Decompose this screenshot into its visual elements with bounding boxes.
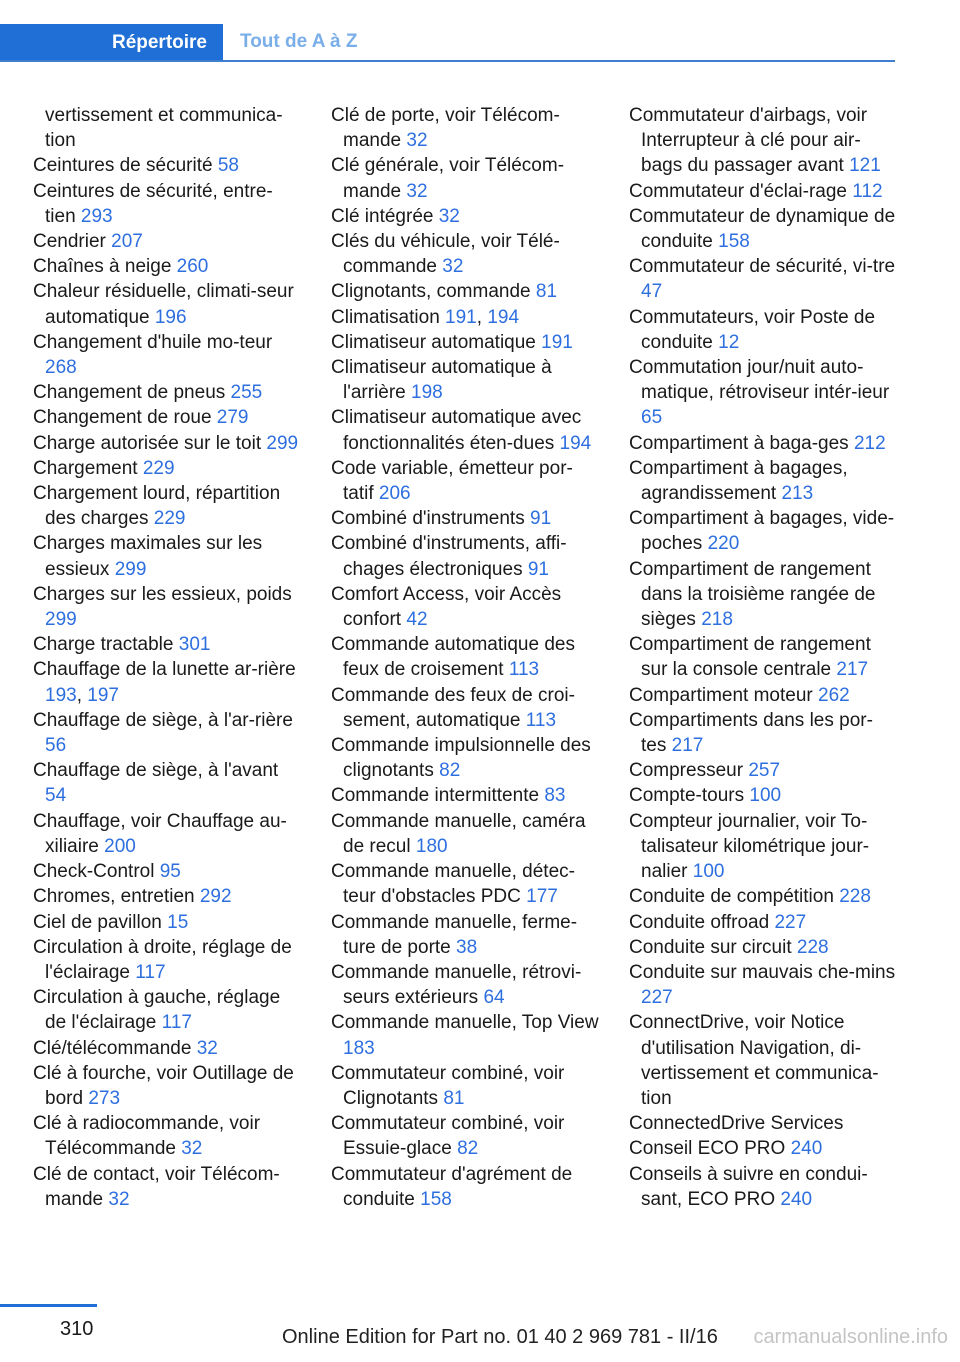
index-entry-text: Conduite sur mauvais che-mins xyxy=(629,961,896,983)
index-entry xyxy=(331,683,599,733)
index-entry-text: Chargement xyxy=(33,457,138,479)
page-link[interactable]: 32 xyxy=(196,1037,218,1059)
tab-repertoire[interactable]: Répertoire xyxy=(0,24,223,62)
page-link[interactable]: 279 xyxy=(216,407,249,429)
page-link[interactable]: 197 xyxy=(87,684,119,706)
page-link[interactable]: 212 xyxy=(853,432,886,454)
page-link[interactable]: 240 xyxy=(790,1138,823,1160)
page-link[interactable]: 113 xyxy=(508,659,540,681)
index-entry-text: Chauffage de la lunette ar-rière xyxy=(33,659,296,681)
index-entry-text: Chaleur résiduelle, climati-seur automatique xyxy=(33,281,294,328)
index-entry xyxy=(629,557,897,633)
page-link[interactable]: 54 xyxy=(45,785,67,807)
index-entry-text: Commande manuelle, caméra de recul xyxy=(331,810,586,857)
index-entry xyxy=(629,1111,897,1136)
index-entry-text: Chauffage de siège, à l'avant xyxy=(33,760,279,782)
index-entry xyxy=(33,935,301,985)
page-link[interactable]: 177 xyxy=(526,886,558,908)
index-entry-text: Commutateur d'airbags, voir Interrupteur à clé pour air-bags du passager avant xyxy=(629,105,868,177)
index-entry xyxy=(33,1036,301,1061)
index-entry-text: Compartiment à bagages, vide-poches xyxy=(629,508,895,555)
index-entry xyxy=(33,380,301,405)
index-entry xyxy=(331,1061,599,1111)
page-link[interactable]: 81 xyxy=(535,281,558,303)
index-entry-text: Circulation à gauche, réglage de l'éclairage xyxy=(33,987,281,1034)
index-entry xyxy=(629,1162,897,1212)
page-link[interactable]: 194 xyxy=(487,306,520,328)
index-entry xyxy=(33,884,301,909)
index-entry xyxy=(331,279,599,304)
page-link[interactable]: 194 xyxy=(559,432,592,454)
index-entry xyxy=(33,279,301,329)
index-entry xyxy=(629,884,897,909)
index-entry: Climatisation 191, 194 xyxy=(331,306,520,328)
page-link[interactable]: 32 xyxy=(406,130,428,152)
index-entry xyxy=(33,1162,301,1212)
page-link[interactable]: 81 xyxy=(443,1087,465,1109)
index-entry-text: Clé de porte, voir Télécom-mande xyxy=(331,105,560,152)
index-entry xyxy=(331,960,599,1010)
index-entry-text: Chauffage de siège, à l'ar-rière xyxy=(33,709,293,731)
index-entry xyxy=(629,960,897,1010)
index-entry-text: Chauffage, voir Chauffage au-xiliaire xyxy=(33,810,287,857)
index-entry-text: Combiné d'instruments, affi-chages électroniques xyxy=(331,533,567,580)
page-link[interactable]: 65 xyxy=(641,407,663,429)
index-entry-text: vertissement et communica-tion xyxy=(45,105,283,152)
page-link[interactable]: 299 xyxy=(266,432,299,454)
index-entry-text: Comfort Access, voir Accès confort xyxy=(331,583,562,631)
index-entry xyxy=(33,910,301,935)
index-entry xyxy=(629,758,897,783)
page-link[interactable]: 198 xyxy=(411,382,443,404)
page-link[interactable]: 299 xyxy=(45,609,77,631)
index-entry xyxy=(629,355,897,431)
page-link[interactable]: 191 xyxy=(445,306,477,328)
page-link[interactable]: 15 xyxy=(167,911,189,933)
page-link[interactable]: 91 xyxy=(527,558,549,580)
page-link[interactable]: 293 xyxy=(80,205,113,227)
index-entry-text: Commutateur de sécurité, vi-tre xyxy=(629,256,896,278)
index-entry xyxy=(33,481,301,531)
page-link[interactable]: 91 xyxy=(530,508,552,530)
index-entry-text: Commutation jour/nuit auto-matique, rétroviseur intér-ieur xyxy=(629,357,890,404)
page-link[interactable]: 121 xyxy=(849,155,881,177)
index-entry xyxy=(331,910,599,960)
index-entry xyxy=(629,254,897,304)
index-entry xyxy=(33,859,301,884)
page-link[interactable]: 42 xyxy=(406,609,428,631)
index-column-2 xyxy=(331,103,599,1212)
page-link[interactable]: 273 xyxy=(88,1087,121,1109)
index-entry-text: Commutateur d'agrément de conduite xyxy=(331,1163,573,1210)
index-entry xyxy=(33,758,301,808)
index-entry-text: Climatiseur automatique à l'arrière xyxy=(331,357,552,404)
index-entry-text: Conseils à suivre en condui-sant, ECO PRO xyxy=(629,1163,868,1210)
index-entry xyxy=(629,783,897,808)
page-link[interactable]: 228 xyxy=(839,886,871,908)
page-number: 310 xyxy=(60,1318,94,1340)
index-entry-text: Conseil ECO PRO xyxy=(629,1138,786,1160)
index-entry-text: Clignotants, commande xyxy=(331,281,531,303)
index-entry: Chauffage de la lunette ar-rière 193, 197 xyxy=(33,659,296,706)
index-entry-text: Cendrier xyxy=(33,231,106,253)
header-divider xyxy=(0,60,895,62)
index-entry xyxy=(33,103,301,153)
index-entry xyxy=(33,582,301,632)
index-entry-text: Ceintures de sécurité, entre-tien xyxy=(33,180,273,227)
index-entry xyxy=(331,153,599,203)
page-link[interactable]: 196 xyxy=(154,306,187,328)
index-entry-text: ConnectedDrive Services xyxy=(629,1113,844,1135)
index-entry xyxy=(331,531,599,581)
page-link[interactable]: 32 xyxy=(442,256,464,278)
page-link[interactable]: 38 xyxy=(456,936,478,958)
index-entry xyxy=(331,204,599,229)
index-entry-text: Commande intermittente xyxy=(331,785,540,807)
index-entry-text: Commande des feux de croi-sement, automatique xyxy=(331,684,575,731)
index-entry xyxy=(33,179,301,229)
index-entry xyxy=(331,809,599,859)
index-entry xyxy=(331,506,599,531)
index-entry-text: Charge autorisée sur le toit xyxy=(33,432,262,454)
page-link[interactable]: 220 xyxy=(707,533,740,555)
index-entry xyxy=(331,103,599,153)
index-entry-text: Compartiments dans les por-tes xyxy=(629,709,873,757)
index-entry xyxy=(33,405,301,430)
index-entry-text: Commutateur combiné, voir Clignotants xyxy=(331,1062,565,1109)
index-entry-text: Compteur journalier, voir To-talisateur kilométrique jour-nalier xyxy=(629,810,870,883)
page-link[interactable]: 240 xyxy=(780,1188,813,1210)
page-link[interactable]: 47 xyxy=(641,281,663,303)
index-entry xyxy=(33,254,301,279)
page-link[interactable]: 183 xyxy=(343,1037,375,1059)
index-entry xyxy=(33,531,301,581)
index-entry-text: Compartiment à baga-ges xyxy=(629,432,849,454)
page-link[interactable]: 64 xyxy=(483,987,505,1009)
index-entry xyxy=(331,632,599,682)
page-link[interactable]: 113 xyxy=(525,709,557,731)
index-column-3 xyxy=(629,103,897,1212)
index-entry xyxy=(331,1162,599,1212)
index-entry-text: Charges sur les essieux, poids xyxy=(33,583,292,605)
index-entry xyxy=(629,809,897,885)
index-entry xyxy=(629,708,897,758)
page-link[interactable]: 100 xyxy=(749,785,782,807)
index-entry xyxy=(331,355,599,405)
page-link[interactable]: 100 xyxy=(692,861,725,883)
page-link[interactable]: 56 xyxy=(45,735,67,757)
index-entry-text: Clé/télécommande xyxy=(33,1037,192,1059)
index-entry xyxy=(629,1136,897,1161)
index-entry-text: Commande manuelle, ferme-ture de porte xyxy=(331,911,578,958)
index-entry xyxy=(331,229,599,279)
index-entry-text: Chargement lourd, répartition des charges xyxy=(33,483,281,530)
index-entry xyxy=(629,179,897,204)
index-entry-text: Ciel de pavillon xyxy=(33,911,162,933)
index-entry-text: Commutateur d'éclai-rage xyxy=(629,180,847,202)
page-link[interactable]: 193 xyxy=(45,684,77,706)
index-entry-text: Chromes, entretien xyxy=(33,886,195,908)
page-link[interactable]: 268 xyxy=(45,357,77,379)
page-link[interactable]: 257 xyxy=(748,760,781,782)
index-entry-text: Clé générale, voir Télécom-mande xyxy=(331,155,565,202)
page-link[interactable]: 260 xyxy=(176,256,209,278)
page-link[interactable]: 228 xyxy=(796,936,829,958)
index-entry xyxy=(331,456,599,506)
page-link[interactable]: 82 xyxy=(439,760,461,782)
index-entry-text: ConnectDrive, voir Notice d'utilisation Navigation, di-vertissement et communica-tion xyxy=(629,1012,879,1109)
index-entry xyxy=(629,683,897,708)
index-entry xyxy=(331,1111,599,1161)
page-link[interactable]: 12 xyxy=(718,331,740,353)
page-link[interactable]: 180 xyxy=(415,835,448,857)
page-link[interactable]: 32 xyxy=(181,1138,203,1160)
page-link[interactable]: 217 xyxy=(671,735,704,757)
index-entry-text: Commande manuelle, détec-teur d'obstacles PDC xyxy=(331,861,575,908)
watermark: carmanualsonline.info xyxy=(753,1326,948,1348)
index-entry xyxy=(629,506,897,556)
index-entry-text: Ceintures de sécurité xyxy=(33,155,213,177)
page-link[interactable]: 292 xyxy=(199,886,232,908)
index-entry xyxy=(629,935,897,960)
page-link[interactable]: 255 xyxy=(230,382,263,404)
index-entry-text: Conduite de compétition xyxy=(629,886,834,908)
page-link[interactable]: 207 xyxy=(111,231,143,253)
index-entry xyxy=(33,153,301,178)
page-link[interactable]: 301 xyxy=(178,634,211,656)
page-link[interactable]: 82 xyxy=(457,1138,479,1160)
page-link[interactable]: 58 xyxy=(217,155,239,177)
index-entry-text: Changement de roue xyxy=(33,407,212,429)
index-entry xyxy=(331,733,599,783)
index-entry xyxy=(629,103,897,179)
index-entry-text: Chaînes à neige xyxy=(33,256,172,278)
index-entry-text: Clé à radiocommande, voir Télécommande xyxy=(33,1113,261,1160)
index-entry-text: Commutateur de dynamique de conduite xyxy=(629,205,896,253)
index-entry-text: Clé intégrée xyxy=(331,205,434,227)
page-link[interactable]: 227 xyxy=(641,987,673,1009)
index-entry-text: Combiné d'instruments xyxy=(331,508,525,530)
index-entry-text: Code variable, émetteur por-tatif xyxy=(331,457,573,505)
header-bar xyxy=(0,24,895,62)
page-link[interactable]: 229 xyxy=(153,508,186,530)
index-entry xyxy=(331,405,599,455)
page-link[interactable]: 32 xyxy=(108,1188,130,1210)
tab-tout-de-a-a-z[interactable]: Tout de A à Z xyxy=(240,31,358,52)
index-entry-text: Compte-tours xyxy=(629,785,745,807)
page-link[interactable]: 218 xyxy=(701,609,733,631)
index-entry-text: Circulation à droite, réglage de l'éclairage xyxy=(33,936,292,983)
index-entry xyxy=(331,859,599,909)
index-entry xyxy=(331,783,599,808)
page-link[interactable]: 299 xyxy=(114,558,147,580)
page-link[interactable]: 217 xyxy=(836,659,869,681)
page-link[interactable]: 95 xyxy=(159,861,181,883)
index-entry-text: Clé de contact, voir Télécom-mande xyxy=(33,1163,280,1210)
index-entry-text: Charge tractable xyxy=(33,634,174,656)
index-entry-text: Commande manuelle, rétrovi-seurs extérieurs xyxy=(331,961,582,1009)
index-entry xyxy=(33,456,301,481)
index-entry xyxy=(33,632,301,657)
index-entry xyxy=(33,708,301,758)
index-entry-text: Climatisation xyxy=(331,306,440,328)
index-entry xyxy=(629,305,897,355)
index-entry xyxy=(33,330,301,380)
page-link[interactable]: 206 xyxy=(378,483,411,505)
index-entry-text: Commutateur combiné, voir Essuie-glace xyxy=(331,1113,565,1160)
index-entry-text: Commande manuelle, Top View xyxy=(331,1012,599,1034)
page-link[interactable]: 262 xyxy=(818,684,850,706)
index-entry xyxy=(629,204,897,254)
index-entry-text: Conduite sur circuit xyxy=(629,936,792,958)
index-entry-text: Changement d'huile mo-teur xyxy=(33,331,273,353)
index-entry-text: Compartiment de rangement dans la troisième rangée de sièges xyxy=(629,558,876,631)
index-entry-text: Commutateurs, voir Poste de conduite xyxy=(629,306,876,353)
index-entry-text: Clés du véhicule, voir Télé-commande xyxy=(331,231,560,278)
page-link[interactable]: 229 xyxy=(142,457,175,479)
page-link[interactable]: 158 xyxy=(420,1188,452,1210)
index-entry xyxy=(629,431,897,456)
index-entry xyxy=(33,1111,301,1161)
index-entry xyxy=(33,229,301,254)
page-link[interactable]: 158 xyxy=(718,231,750,253)
index-entry-text: Compartiment à bagages, agrandissement xyxy=(629,457,848,505)
page-link[interactable]: 117 xyxy=(161,1012,192,1034)
page-link[interactable]: 112 xyxy=(852,180,883,202)
index-entry-text: Changement de pneus xyxy=(33,382,226,404)
index-entry-text: Commande impulsionnelle des clignotants xyxy=(331,735,591,782)
index-entry xyxy=(629,456,897,506)
index-entry-text: Commande automatique des feux de croisement xyxy=(331,634,575,681)
page-link[interactable]: 32 xyxy=(406,180,428,202)
index-entry-text: Climatiseur automatique avec fonctionnalités éten-dues xyxy=(331,407,582,454)
page-link[interactable]: 117 xyxy=(135,961,166,983)
index-entry-text: Compresseur xyxy=(629,760,744,782)
index-entry xyxy=(331,330,599,355)
edition-text: Online Edition for Part no. 01 40 2 969 781 - II/16 xyxy=(282,1326,718,1348)
index-entry xyxy=(629,1010,897,1111)
index-entry-text: Conduite offroad xyxy=(629,911,770,933)
page-link[interactable]: 191 xyxy=(541,331,573,353)
index-column-1 xyxy=(33,103,301,1212)
page-link[interactable]: 200 xyxy=(104,835,136,857)
index-entry-text: Check-Control xyxy=(33,861,155,883)
footer-accent-line xyxy=(0,1304,97,1307)
index-entry xyxy=(33,809,301,859)
index-entry-text: Compartiment moteur xyxy=(629,684,813,706)
index-entry xyxy=(629,910,897,935)
page-link[interactable]: 83 xyxy=(544,785,566,807)
index-entry-text: Climatiseur automatique xyxy=(331,331,536,353)
index-entry xyxy=(331,1010,599,1060)
index-entry xyxy=(33,431,301,456)
index-entry xyxy=(629,632,897,682)
index-entry-text: Clé à fourche, voir Outillage de bord xyxy=(33,1062,294,1109)
index-entry xyxy=(331,582,599,632)
index-entry-text: Charges maximales sur les essieux xyxy=(33,533,263,580)
index-entry xyxy=(33,985,301,1035)
page-link[interactable]: 32 xyxy=(438,205,460,227)
page-link[interactable]: 213 xyxy=(781,483,814,505)
index-entry xyxy=(33,1061,301,1111)
index-entry-text: Compartiment de rangement sur la console centrale xyxy=(629,634,871,681)
page-link[interactable]: 227 xyxy=(774,911,807,933)
